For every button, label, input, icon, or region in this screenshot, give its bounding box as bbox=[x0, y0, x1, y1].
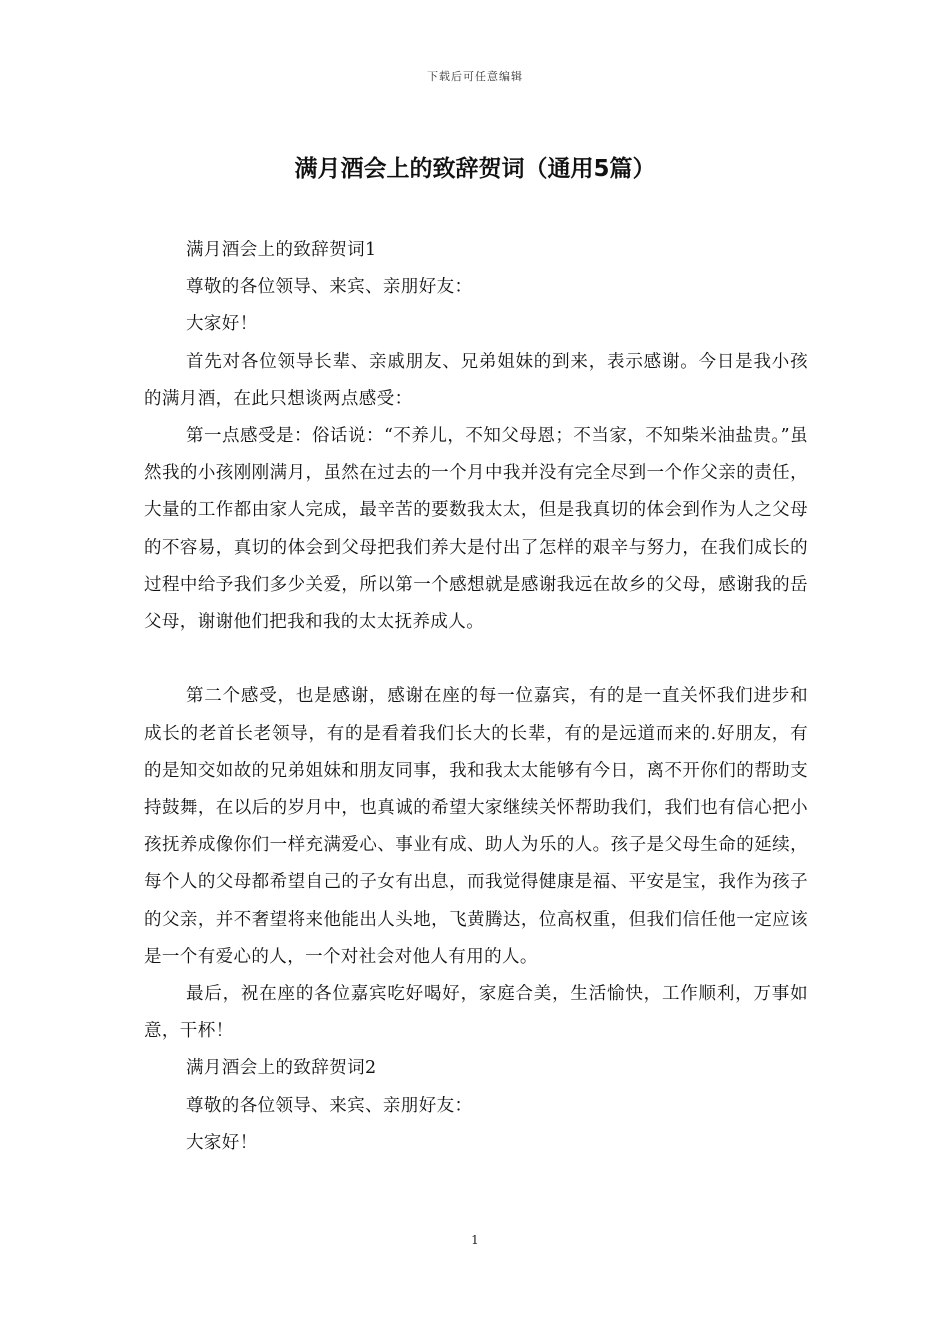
section-heading: 满月酒会上的致辞贺词2 bbox=[186, 1058, 377, 1079]
blank-line bbox=[144, 641, 808, 678]
greeting: 大家好！ bbox=[186, 314, 258, 335]
body-paragraph: 首先对各位领导长辈、亲戚朋友、兄弟姐妹的到来，表示感谢。今日是我小孩的满月酒，在此只想谈两点感受： bbox=[144, 351, 808, 409]
document-title: 满月酒会上的致辞贺词（通用5篇） bbox=[294, 156, 656, 182]
body-paragraph: 最后，祝在座的各位嘉宾吃好喝好，家庭合美，生活愉快，工作顺利，万事如意，干杯！ bbox=[144, 984, 808, 1042]
salutation: 尊敬的各位领导、来宾、亲朋好友： bbox=[186, 277, 473, 298]
header-note: 下载后可任意编辑 bbox=[427, 70, 523, 83]
greeting: 大家好！ bbox=[186, 1132, 258, 1153]
page-number: 1 bbox=[471, 1233, 479, 1247]
body-paragraph: 第一点感受是：俗话说：“不养儿，不知父母恩；不当家，不知柴米油盐贵。”虽然我的小孩刚刚满月，虽然在过去的一个月中我并没有完全尽到一个作父亲的责任，大量的工作都由家人完成，最辛苦的要数我太太，但是我真切的体会到作为人之父母的不容易，真切的体会到父母把我们养大是付出了怎样的艰辛与努力，在我们成长的过程中给予我们多少关爱，所以第一个感想就是感谢我远在故乡的父母，感谢我的岳父母，谢谢他们把我和我的太太抚养成人。 bbox=[144, 426, 808, 633]
document-body bbox=[144, 232, 808, 1162]
body-paragraph: 第二个感受，也是感谢，感谢在座的每一位嘉宾，有的是一直关怀我们进步和成长的老首长老领导，有的是看着我们长大的长辈，有的是远道而来的.好朋友，有的是知交如故的兄弟姐妹和朋友同事，我和我太太能够有今日，离不开你们的帮助支持鼓舞，在以后的岁月中，也真诚的希望大家继续关怀帮助我们，我们也有信心把小孩抚养成像你们一样充满爱心、事业有成、助人为乐的人。孩子是父母生命的延续，每个人的父母都希望自己的子女有出息，而我觉得健康是福、平安是宝，我作为孩子的父亲，并不奢望将来他能出人头地，飞黄腾达，位高权重，但我们信任他一定应该是一个有爱心的人，一个对社会对他人有用的人。 bbox=[144, 686, 808, 967]
section-heading: 满月酒会上的致辞贺词1 bbox=[186, 240, 377, 260]
salutation: 尊敬的各位领导、来宾、亲朋好友： bbox=[186, 1095, 473, 1116]
